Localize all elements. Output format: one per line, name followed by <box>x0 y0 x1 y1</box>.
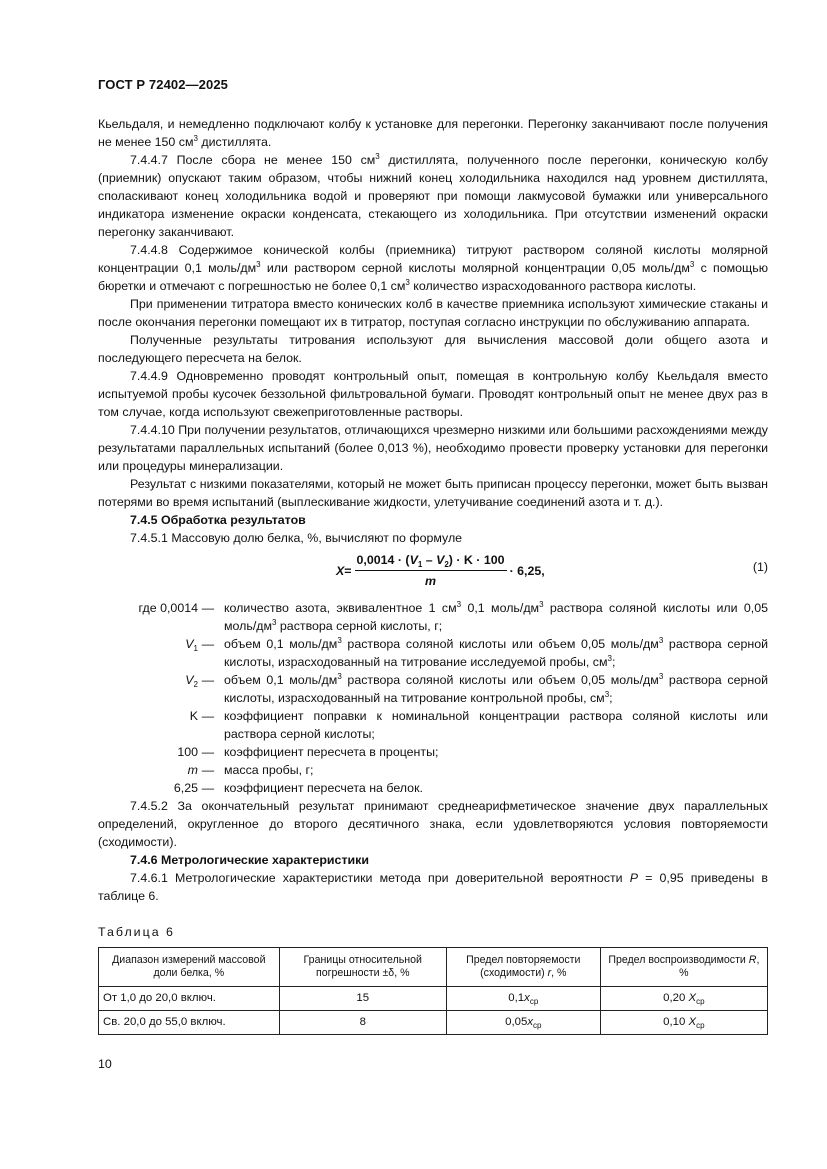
table-cell-reproducibility: 0,20 $X_{ср}$ <box>600 987 767 1011</box>
legend-symbol: 0,0014 <box>160 601 198 615</box>
legend-symbol: K <box>189 709 198 723</box>
legend-dash: — <box>201 763 215 777</box>
legend-item <box>98 743 768 761</box>
paragraph: Результат с низкими показателями, который не может быть приписан процессу перегонки, может быть вызван потерями во время испытаний (выплескивание жидкости, улетучивание соединений азота и т. д.). <box>98 477 768 509</box>
formula-tail: · 6,25, <box>509 563 545 578</box>
legend-symbol: $V_1$ <box>185 637 198 653</box>
table-header-cell: Границы относительной погрешности ±δ, % <box>279 948 446 987</box>
paragraph-7-4-5-1: 7.4.5.1 Массовую долю белка, %, вычисляют по формуле <box>130 531 463 545</box>
paragraph-7-4-4-8: 7.4.4.8 Содержимое конической колбы (приемника) титруют раствором соляной кислоты молярной концентрации 0,1 моль/$дм^3$ или раствором серной кислоты молярной концентрации 0,05 моль/$дм^3$ с помощью бюретки и отмечают с погрешностью не более 0,1 $см^3$ количество израсходованного раствора кислоты. <box>98 243 768 293</box>
table-6 <box>98 947 768 1035</box>
table-cell-reproducibility: 0,10 $X_{ср}$ <box>600 1011 767 1035</box>
equation-number: (1) <box>752 560 768 574</box>
legend-text: объем 0,1 моль/$дм^3$ раствора соляной кислоты или объем 0,05 моль/$дм^3$ раствора серной кислоты, израсходованный на титрование исследуемой пробы, $см^3$; <box>224 636 769 669</box>
page-number: 10 <box>98 1057 112 1071</box>
paragraph: Кьельдаля, и немедленно подключают колбу к установке для перегонки. Перегонку заканчивают после получения не менее 150 $см^3$ дистиллята. <box>98 117 768 149</box>
formula-lhs: X <box>336 563 345 578</box>
legend-symbol: m <box>187 763 198 777</box>
section-heading-7-4-6: 7.4.6 Метрологические характеристики <box>130 853 369 867</box>
legend-dash: — <box>201 673 215 687</box>
table-caption: Таблица 6 <box>98 925 175 939</box>
document-header: ГОСТ Р 72402—2025 <box>98 77 228 92</box>
formula-denominator: m <box>425 574 437 588</box>
legend-item <box>98 707 768 743</box>
paragraph-7-4-4-9: 7.4.4.9 Одновременно проводят контрольный опыт, помещая в контрольную колбу Кьельдаля вместо испытуемой пробы кусочек беззольной фильтровальной бумаги. Проводят контрольный опыт не менее двух раз в том случае, когда используют свежеприготовленные растворы. <box>98 369 768 419</box>
legend-item <box>98 599 768 635</box>
legend-text: количество азота, эквивалентное 1 $см^3$ 0,1 моль/$дм^3$ раствора соляной кислоты или 0,05 моль/$дм^3$ раствора серной кислоты, г; <box>224 600 769 633</box>
table-row <box>99 1011 768 1035</box>
table-header-row <box>99 948 768 987</box>
table-cell-repeatability: $0,1x_{ср}$ <box>446 987 600 1011</box>
legend-text: масса пробы, г; <box>224 763 314 777</box>
table-cell-delta: 15 <box>279 987 446 1011</box>
table-cell-range: От 1,0 до 20,0 включ. <box>99 987 280 1011</box>
table-cell-repeatability: $0,05x_{ср}$ <box>446 1011 600 1035</box>
legend-text: коэффициент пересчета на белок. <box>224 781 423 795</box>
table-cell-delta: 8 <box>279 1011 446 1035</box>
legend-symbol: 100 <box>177 745 198 759</box>
paragraph-7-4-6-1: 7.4.6.1 Метрологические характеристики метода при доверительной вероятности P = 0,95 приведены в таблице 6. <box>98 871 768 903</box>
legend-item <box>98 779 768 797</box>
legend-text: объем 0,1 моль/$дм^3$ раствора соляной кислоты или объем 0,05 моль/$дм^3$ раствора серной кислоты, израсходованный на титрование контрольной пробы, $см^3$; <box>224 672 769 705</box>
legend-dash: — <box>201 637 215 651</box>
formula-block <box>98 551 768 591</box>
table-header-cell: Предел повторяемости (сходимости) r, % <box>446 948 600 987</box>
legend-where-label: где <box>138 601 157 615</box>
formula-fraction <box>355 551 507 590</box>
formula-legend <box>98 599 768 797</box>
legend-item <box>98 671 768 707</box>
legend-symbol: 6,25 <box>173 781 198 795</box>
legend-item <box>98 761 768 779</box>
legend-dash: — <box>201 745 215 759</box>
formula-numerator: $0,0014 \cdot (V_1 - V_2) \cdot K \cdot 100$ <box>356 553 505 569</box>
table-header-cell: Предел воспроизводимости R, % <box>600 948 767 987</box>
formula <box>336 551 545 590</box>
legend-text: коэффициент пересчета в проценты; <box>224 745 439 759</box>
paragraph-7-4-4-10: 7.4.4.10 При получении результатов, отличающихся чрезмерно низкими или большими расхождениями между результатами параллельных испытаний (более 0,013 %), необходимо провести проверку установки для перегонки или процедуры минерализации. <box>98 423 768 473</box>
table-cell-range: Св. 20,0 до 55,0 включ. <box>99 1011 280 1035</box>
legend-dash: — <box>201 709 215 723</box>
legend-item <box>98 635 768 671</box>
legend-text: коэффициент поправки к номинальной концентрации раствора соляной кислоты или раствора серной кислоты; <box>224 709 768 741</box>
section-heading-7-4-5: 7.4.5 Обработка результатов <box>130 513 306 527</box>
table-header-cell: Диапазон измерений массовой доли белка, % <box>99 948 280 987</box>
paragraph: Полученные результаты титрования используют для вычисления массовой доли общего азота и последующего пересчета на белок. <box>98 333 768 365</box>
formula-equals: = <box>344 563 352 578</box>
document-body <box>98 115 768 1035</box>
legend-dash: — <box>201 781 215 795</box>
legend-symbol: $V_2$ <box>185 673 198 689</box>
legend-dash: — <box>201 601 215 615</box>
paragraph-7-4-5-2: 7.4.5.2 За окончательный результат принимают среднеарифметическое значение двух параллельных определений, округленное до второго десятичного знака, если удовлетворяются условия повторяемости (сходимости). <box>98 799 768 849</box>
paragraph: При применении титратора вместо конических колб в качестве приемника используют химические стаканы и после окончания перегонки помещают их в титратор, поступая согласно инструкции по обслуживанию аппарата. <box>98 297 768 329</box>
table-row <box>99 987 768 1011</box>
paragraph-7-4-4-7: 7.4.4.7 После сбора не менее 150 $см^3$ дистиллята, полученного после перегонки, коническую колбу (приемник) опускают таким образом, чтобы нижний конец холодильника находился над уровнем дистиллята, споласкивают конец холодильника водой и проверяют при помощи лакмусовой бумажки или универсального индикатора изменение окраски конденсата, стекающего из холодильника. При отсутствии изменений окраски перегонку заканчивают. <box>98 152 768 239</box>
